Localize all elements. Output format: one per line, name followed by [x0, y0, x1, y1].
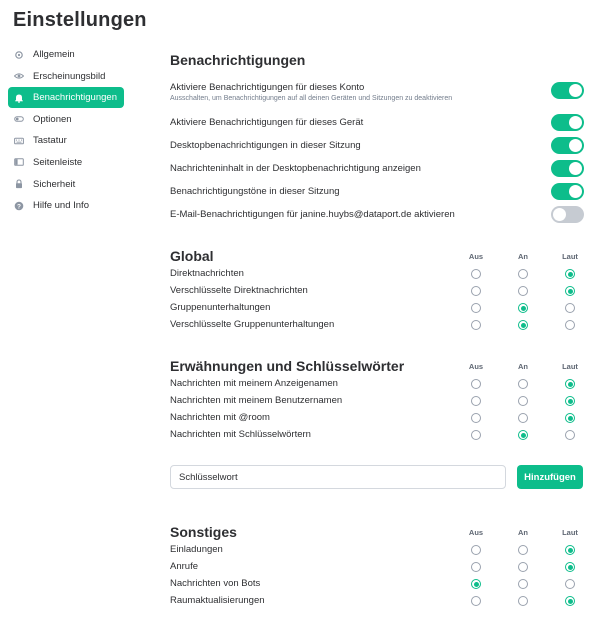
sidebar-item-label: Tastatur [33, 135, 67, 147]
sidebar-item-label: Sicherheit [33, 178, 76, 190]
settings-sidebar [8, 44, 124, 217]
radio-aus[interactable] [471, 320, 481, 330]
notification-rule-label: Nachrichten mit @room [170, 412, 270, 423]
radio-aus[interactable] [471, 545, 481, 555]
setting-label: Aktiviere Benachrichtigungen für dieses Gerät [170, 117, 364, 128]
eye-icon [13, 70, 25, 82]
setting-label: Desktopbenachrichtigungen in dieser Sitzung [170, 140, 361, 151]
lock-icon [13, 178, 25, 190]
column-header: Aus [468, 528, 484, 537]
setting-label: Aktiviere Benachrichtigungen für dieses Konto [170, 82, 365, 93]
sidebar-item-gear[interactable] [8, 44, 124, 65]
sidebar-item-bell[interactable] [8, 87, 124, 108]
radio-aus[interactable] [471, 286, 481, 296]
setting-row [170, 160, 584, 177]
radio-an[interactable] [518, 596, 528, 606]
notification-rule-label: Nachrichten mit meinem Anzeigenamen [170, 378, 338, 389]
column-header: Aus [468, 252, 484, 261]
radio-an[interactable] [518, 269, 528, 279]
add-keyword-button[interactable]: Hinzufügen [517, 465, 583, 489]
column-header: Laut [562, 528, 578, 537]
other-heading: Sonstiges [170, 524, 237, 540]
radio-aus[interactable] [471, 596, 481, 606]
toggle-knob [569, 162, 582, 175]
radio-laut[interactable] [565, 396, 575, 406]
setting-description: Ausschalten, um Benachrichtigungen auf all deinen Geräten und Sitzungen zu deaktivieren [170, 95, 453, 102]
keyword-input[interactable] [170, 465, 506, 489]
notification-rule-label: Raumaktualisierungen [170, 595, 265, 606]
radio-laut[interactable] [565, 562, 575, 572]
notification-rule-label: Gruppenunterhaltungen [170, 302, 271, 313]
page-title: Einstellungen [13, 9, 147, 31]
radio-laut[interactable] [565, 286, 575, 296]
radio-aus[interactable] [471, 269, 481, 279]
radio-laut[interactable] [565, 545, 575, 555]
setting-toggle[interactable] [551, 82, 584, 99]
sidebar-item-label: Seitenleiste [33, 156, 83, 168]
setting-label: Benachrichtigungstöne in dieser Sitzung [170, 186, 340, 197]
radio-an[interactable] [518, 579, 528, 589]
radio-aus[interactable] [471, 303, 481, 313]
radio-an[interactable] [518, 320, 528, 330]
radio-an[interactable] [518, 396, 528, 406]
setting-row [170, 114, 584, 131]
sidebar-item-label: Optionen [33, 113, 72, 125]
notification-rule-label: Verschlüsselte Direktnachrichten [170, 285, 308, 296]
notification-rule-label: Anrufe [170, 561, 198, 572]
column-header: An [518, 252, 528, 261]
sidebar-icon [13, 156, 25, 168]
mentions-heading: Erwähnungen und Schlüsselwörter [170, 358, 405, 374]
gear-icon [13, 49, 25, 61]
radio-an[interactable] [518, 562, 528, 572]
notification-rule-label: Nachrichten mit meinem Benutzernamen [170, 395, 343, 406]
sidebar-item-sidebar[interactable] [8, 152, 124, 173]
sidebar-item-eye[interactable] [8, 66, 124, 87]
radio-aus[interactable] [471, 579, 481, 589]
radio-laut[interactable] [565, 413, 575, 423]
radio-laut[interactable] [565, 579, 575, 589]
svg-text:?: ? [17, 203, 21, 211]
radio-laut[interactable] [565, 596, 575, 606]
toggle-knob [569, 185, 582, 198]
setting-toggle[interactable] [551, 137, 584, 154]
sidebar-item-label: Allgemein [33, 49, 75, 60]
setting-toggle[interactable] [551, 183, 584, 200]
radio-an[interactable] [518, 303, 528, 313]
bell-icon [13, 92, 25, 104]
notification-rule-label: Einladungen [170, 544, 223, 555]
radio-an[interactable] [518, 413, 528, 423]
setting-row [170, 82, 584, 106]
radio-an[interactable] [518, 286, 528, 296]
sidebar-item-lock[interactable] [8, 174, 124, 195]
notifications-heading: Benachrichtigungen [170, 52, 306, 68]
sidebar-item-label: Benachrichtigungen [33, 92, 117, 104]
help-icon [13, 200, 25, 212]
sidebar-item-keyboard[interactable] [8, 130, 124, 151]
keyboard-icon [13, 135, 25, 147]
setting-row [170, 183, 584, 200]
radio-aus[interactable] [471, 562, 481, 572]
toggle-knob [569, 84, 582, 97]
notification-rule-label: Nachrichten mit Schlüsselwörtern [170, 429, 311, 440]
radio-laut[interactable] [565, 320, 575, 330]
sidebar-item-toggle[interactable] [8, 109, 124, 130]
setting-toggle[interactable] [551, 114, 584, 131]
setting-row [170, 137, 584, 154]
radio-an[interactable] [518, 545, 528, 555]
toggle-knob [553, 208, 566, 221]
radio-aus[interactable] [471, 396, 481, 406]
setting-row [170, 206, 584, 223]
radio-an[interactable] [518, 430, 528, 440]
notification-rule-label: Verschlüsselte Gruppenunterhaltungen [170, 319, 335, 330]
setting-label: E-Mail-Benachrichtigungen für janine.huybs@dataport.de aktivieren [170, 209, 455, 220]
setting-toggle[interactable] [551, 160, 584, 177]
radio-aus[interactable] [471, 379, 481, 389]
radio-laut[interactable] [565, 269, 575, 279]
notification-rule-label: Nachrichten von Bots [170, 578, 261, 589]
toggle-knob [569, 116, 582, 129]
radio-laut[interactable] [565, 430, 575, 440]
sidebar-item-label: Erscheinungsbild [33, 70, 106, 82]
radio-aus[interactable] [471, 430, 481, 440]
global-heading: Global [170, 248, 214, 264]
setting-label: Nachrichteninhalt in der Desktopbenachrichtigung anzeigen [170, 163, 421, 174]
toggle-knob [569, 139, 582, 152]
radio-aus[interactable] [471, 413, 481, 423]
sidebar-item-help[interactable] [8, 195, 124, 216]
column-header: An [518, 528, 528, 537]
notification-rule-label: Direktnachrichten [170, 268, 244, 279]
column-header: An [518, 362, 528, 371]
radio-laut[interactable] [565, 303, 575, 313]
column-header: Aus [468, 362, 484, 371]
column-header: Laut [562, 362, 578, 371]
sidebar-item-label: Hilfe und Info [33, 200, 89, 212]
radio-an[interactable] [518, 379, 528, 389]
column-header: Laut [562, 252, 578, 261]
setting-toggle[interactable] [551, 206, 584, 223]
radio-laut[interactable] [565, 379, 575, 389]
toggle-icon [13, 113, 25, 125]
